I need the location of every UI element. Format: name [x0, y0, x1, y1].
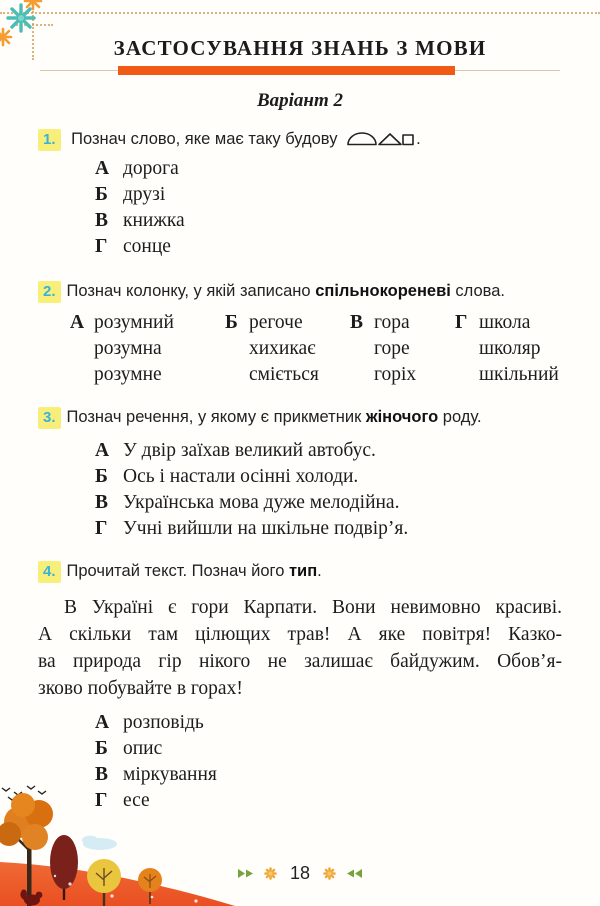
question-4-prompt: [38, 558, 562, 584]
answer-column: [455, 310, 562, 388]
option-letter: В: [95, 492, 109, 513]
option-row: [95, 710, 562, 736]
column-word: сміється: [249, 364, 319, 385]
prompt-part: роду.: [438, 408, 482, 426]
option-letter: В: [95, 210, 109, 231]
option-letter: Г: [95, 790, 108, 811]
option-text: книжка: [123, 210, 185, 231]
top-dotted-divider: [0, 12, 600, 14]
question-2: [38, 278, 562, 388]
green-arrows-right-icon: [238, 868, 255, 879]
question-1: [38, 126, 562, 260]
option-letter: В: [350, 312, 364, 333]
option-letter: Г: [95, 518, 108, 539]
prompt-part: .: [317, 562, 322, 580]
option-letter: Б: [225, 312, 238, 333]
question-2-columns: [38, 310, 562, 388]
option-row: [95, 464, 562, 490]
column-word: горіх: [374, 364, 417, 385]
column-word: розумна: [94, 338, 162, 359]
question-number-badge: 1.: [38, 129, 61, 151]
option-row: [95, 182, 562, 208]
reading-text-line: зково побувайте в горах!: [38, 678, 243, 699]
squirrel-shape: [20, 890, 42, 906]
option-letter: Б: [95, 184, 108, 205]
question-3-options: [38, 438, 562, 542]
option-letter: А: [95, 712, 110, 733]
column-word: хихикає: [249, 338, 316, 359]
question-number-badge: 2.: [38, 281, 61, 303]
option-row: [95, 762, 562, 788]
prompt-part: Познач колонку, у якій записано: [66, 282, 316, 300]
option-text: друзі: [123, 184, 166, 205]
flower-icon: [323, 867, 336, 880]
option-text: Учні вийшли на шкільне подвір’я.: [123, 518, 409, 539]
option-text: опис: [123, 738, 163, 759]
option-row: [95, 490, 562, 516]
prompt-part: Познач речення, у якому є прикметник: [66, 408, 366, 426]
question-1-prompt: [38, 126, 562, 152]
page-number: 18: [289, 863, 311, 883]
column-word: розумний: [94, 312, 174, 333]
title-rule: [40, 66, 560, 76]
column-word: регоче: [249, 312, 303, 333]
question-1-prompt-period: .: [416, 130, 421, 148]
prompt-bold-word: тип: [288, 562, 318, 580]
option-text: Українська мова дуже мелодійна.: [123, 492, 400, 513]
option-row: [95, 208, 562, 234]
option-row: [95, 438, 562, 464]
option-text: есе: [123, 790, 150, 811]
prompt-part: слова.: [450, 282, 506, 300]
prompt-bold-word: спільнокореневі: [315, 282, 451, 300]
question-number-badge: 4.: [38, 561, 61, 583]
question-number-badge: 3.: [38, 407, 61, 429]
option-letter: А: [95, 158, 110, 179]
page-footer: [0, 863, 600, 884]
flower-icon: [264, 867, 277, 880]
column-word: школа: [479, 312, 531, 333]
answer-column: [225, 310, 350, 388]
option-letter: В: [95, 764, 109, 785]
option-letter: Б: [95, 738, 108, 759]
reading-text-line: В Україні є гори Карпати. Вони невимовно красиві.: [64, 597, 562, 618]
reading-text: [38, 594, 562, 702]
answer-column: [350, 310, 455, 388]
question-3-prompt: [38, 404, 562, 430]
question-2-prompt: [38, 278, 562, 304]
option-text: У двір заїхав великий автобус.: [123, 440, 376, 461]
option-text: Ось і настали осінні холоди.: [123, 466, 359, 487]
answer-column: [70, 310, 225, 388]
option-row: [95, 516, 562, 542]
option-row: [95, 788, 562, 814]
reading-text-line: ва природа гір нікого не залишає байдужим. Обов’я-: [38, 651, 562, 672]
page-header: [0, 36, 600, 114]
word-structure-diagram: [346, 127, 416, 147]
column-word: розумне: [94, 364, 162, 385]
column-word: горе: [374, 338, 410, 359]
option-letter: Г: [455, 312, 468, 333]
reading-text-line: А скільки там цілющих трав! А яке повітря! Казко-: [38, 624, 562, 645]
option-letter: А: [70, 312, 85, 333]
question-3: [38, 404, 562, 542]
option-letter: А: [95, 440, 110, 461]
cloud-shape: [82, 836, 117, 851]
question-4-options: [38, 710, 562, 814]
question-1-options: [38, 156, 562, 260]
questions-area: [0, 126, 600, 814]
prompt-bold-word: жіночого: [365, 408, 439, 426]
variant-heading: Варіант 2: [256, 90, 344, 111]
column-word: шкільний: [479, 364, 559, 385]
option-text: розповідь: [123, 712, 204, 733]
orange-flower-icon: [23, 0, 43, 11]
column-word: школяр: [479, 338, 541, 359]
question-1-prompt-text: Познач слово, яке має таку будову: [71, 130, 338, 148]
page-title: ЗАСТОСУВАННЯ ЗНАНЬ З МОВИ: [113, 36, 487, 60]
question-4: [38, 558, 562, 814]
option-row: [95, 156, 562, 182]
option-letter: Б: [95, 466, 108, 487]
option-text: міркування: [123, 764, 217, 785]
option-row: [95, 736, 562, 762]
green-arrows-left-icon: [345, 868, 362, 879]
prompt-part: Прочитай текст. Познач його: [66, 562, 289, 580]
option-letter: Г: [95, 236, 108, 257]
option-row: [95, 234, 562, 260]
title-rule-orange-bar: [118, 66, 455, 75]
option-text: сонце: [123, 236, 171, 257]
option-text: дорога: [123, 158, 179, 179]
column-word: гора: [374, 312, 410, 333]
